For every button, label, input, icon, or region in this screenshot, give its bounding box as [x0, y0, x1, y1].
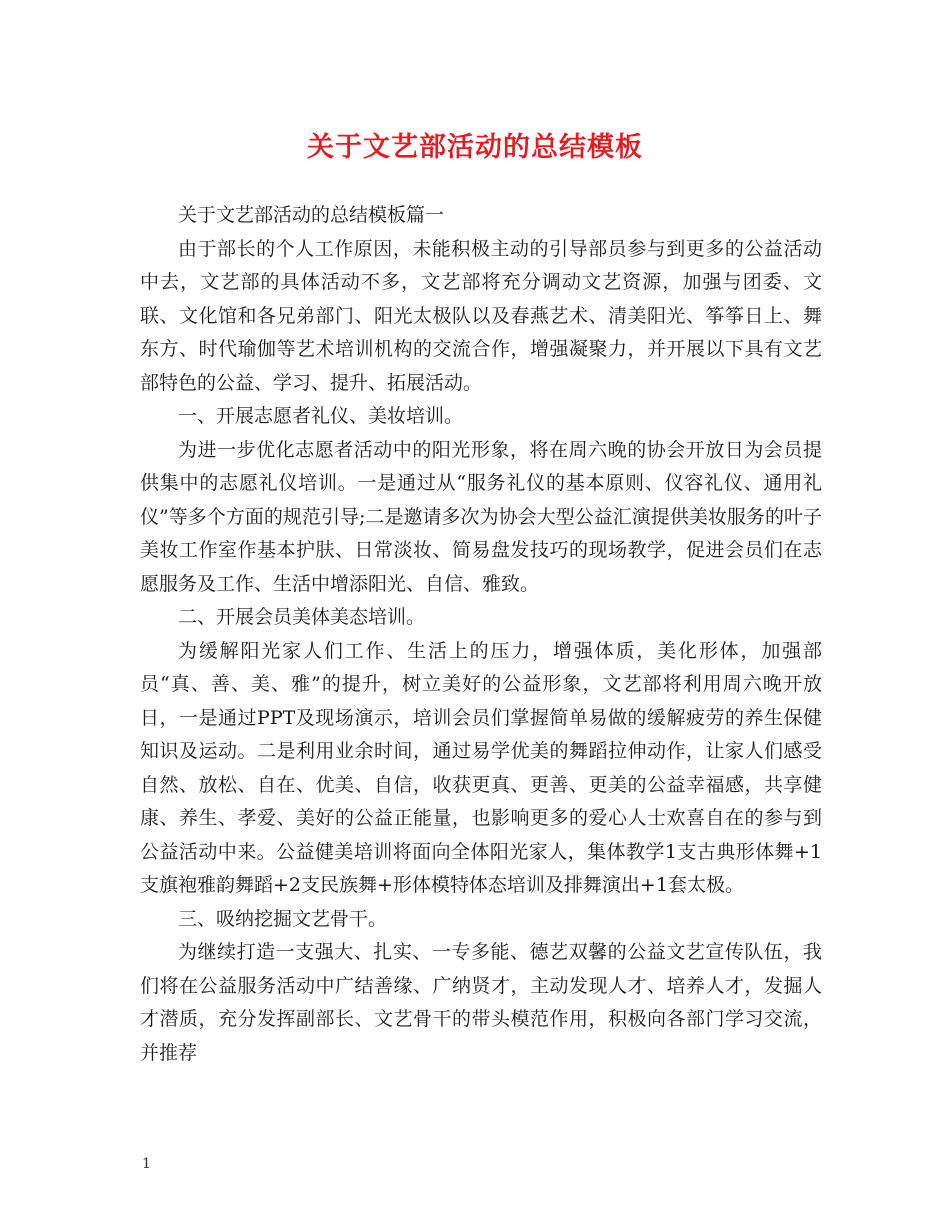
section-heading: 二、开展会员美体美态培训。	[178, 606, 426, 628]
section-heading: 关于文艺部活动的总结模板篇一	[178, 204, 445, 226]
paragraph: 由于部长的个人工作原因，未能积极主动的引导部员参与到更多的公益活动中去，文艺部的具体活动不多，文艺部将充分调动文艺资源，加强与团委、文联、文化馆和各兄弟部门、阳光太极队以及春燕艺术、清美阳光、筝筝日上、舞东方、时代瑜伽等艺术培训机构的交流合作，增强凝聚力，并开展以下具有文艺部特色的公益、学习、提升、拓展活动。	[140, 237, 822, 394]
document-body	[140, 199, 822, 1070]
section-heading: 一、开展志愿者礼仪、美妆培训。	[178, 405, 464, 427]
paragraph: 为缓解阳光家人们工作、生活上的压力，增强体质，美化形体，加强部员“真、善、美、雅”的提升，树立美好的公益形象，文艺部将利用周六晚开放日，一是通过PPT及现场演示，培训会员们掌握简单易做的缓解疲劳的养生保健知识及运动。二是利用业余时间，通过易学优美的舞蹈拉伸动作，让家人们感受自然、放松、自在、优美、自信，收获更真、更善、更美的公益幸福感，共享健康、养生、孝爱、美好的公益正能量，也影响更多的爱心人士欢喜自在的参与到公益活动中来。公益健美培训将面向全体阳光家人，集体教学1支古典形体舞+1支旗袍雅韵舞蹈+2支民族舞+形体模特体态培训及排舞演出+1套太极。	[140, 639, 822, 896]
page-number: 1	[142, 1156, 151, 1172]
paragraph: 为继续打造一支强大、扎实、一专多能、德艺双馨的公益文艺宣传队伍，我们将在公益服务活动中广结善缘、广纳贤才，主动发现人才、培养人才，发掘人才潜质，充分发挥副部长、文艺骨干的带头模范作用，积极向各部门学习交流，并推荐	[140, 941, 822, 1064]
section-heading: 三、吸纳挖掘文艺骨干。	[178, 907, 388, 930]
paragraph: 为进一步优化志愿者活动中的阳光形象，将在周六晚的协会开放日为会员提供集中的志愿礼仪培训。一是通过从“服务礼仪的基本原则、仪容礼仪、通用礼仪”等多个方面的规范引导;二是邀请多次为协会大型公益汇演提供美妆服务的叶子美妆工作室作基本护肤、日常淡妆、简易盘发技巧的现场教学，促进会员们在志愿服务及工作、生活中增添阳光、自信、雅致。	[140, 438, 822, 595]
document-title: 关于文艺部活动的总结模板	[307, 132, 643, 163]
